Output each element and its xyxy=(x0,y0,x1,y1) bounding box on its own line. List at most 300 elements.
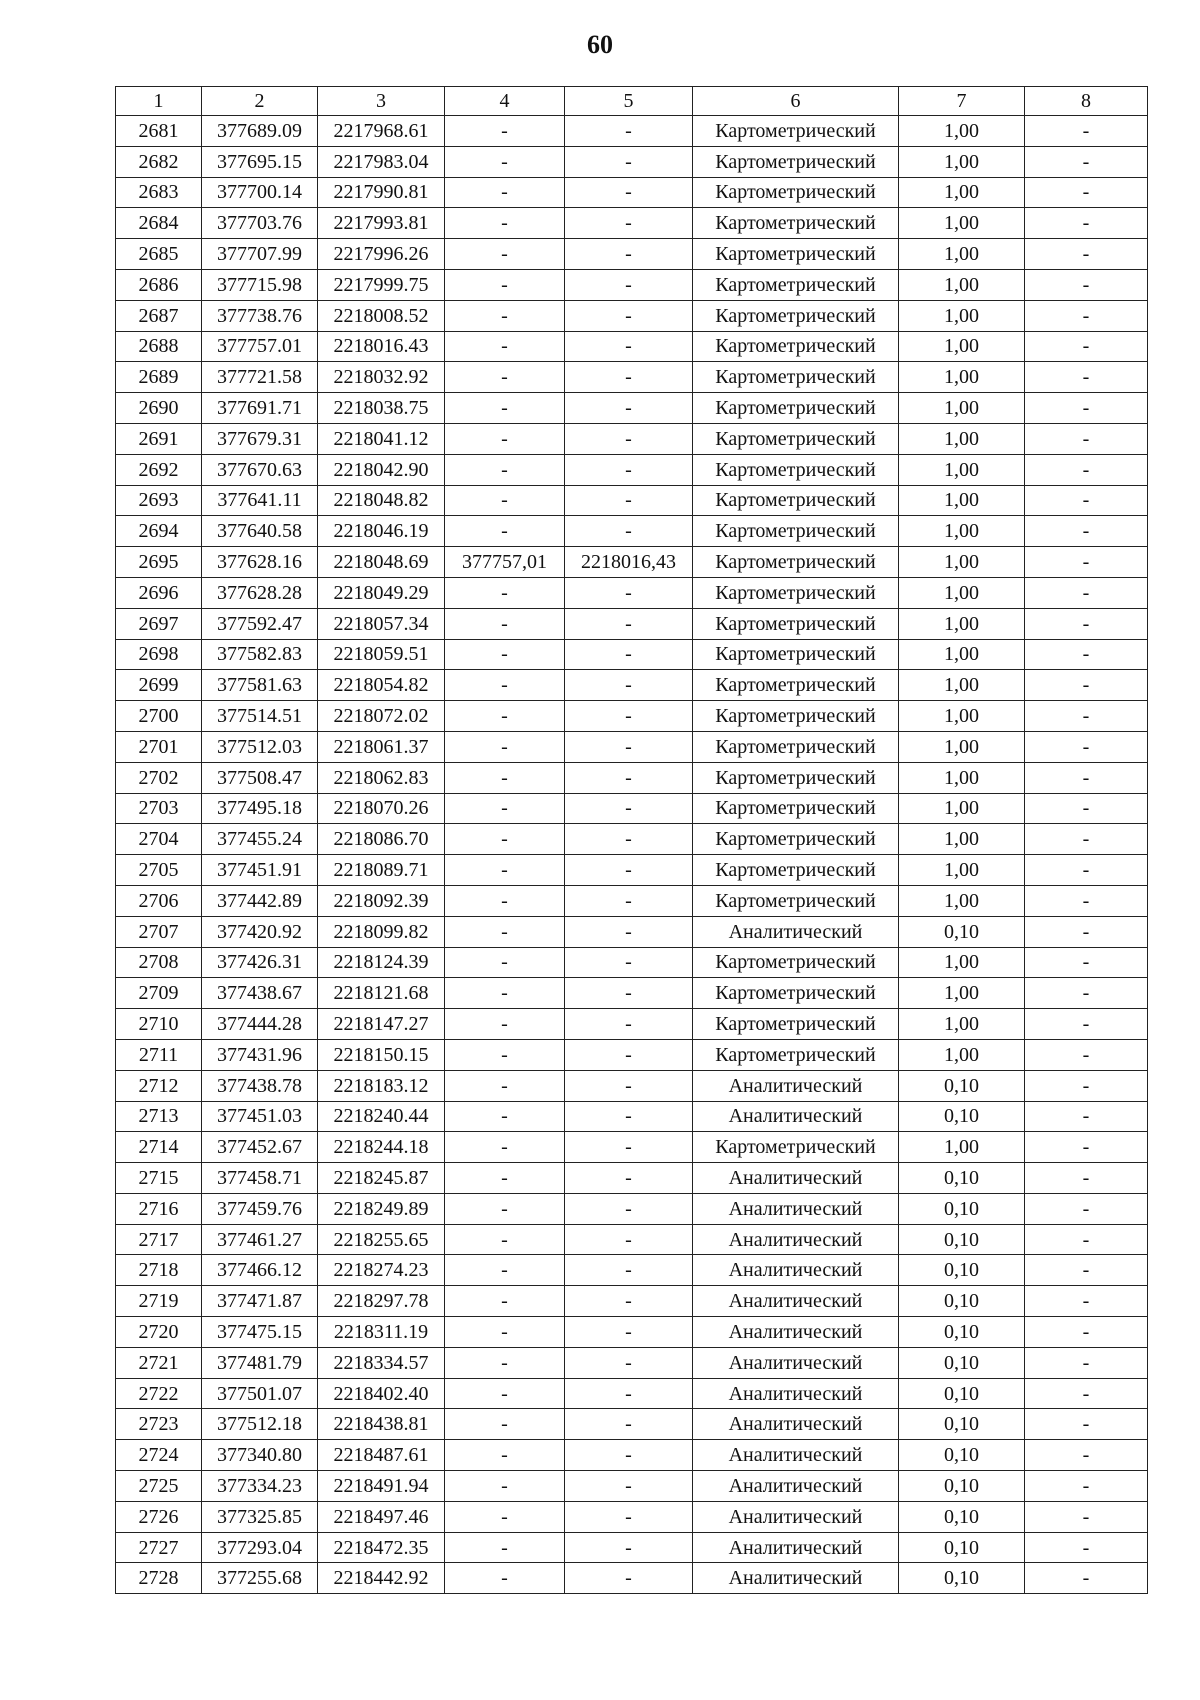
old-x-cell: - xyxy=(445,670,565,701)
x-coordinate-cell: 377495.18 xyxy=(202,793,318,824)
accuracy-cell: 0,10 xyxy=(899,1471,1025,1502)
point-number-cell: 2689 xyxy=(116,362,202,393)
method-cell: Аналитический xyxy=(693,1163,899,1194)
y-coordinate-cell: 2218255.65 xyxy=(318,1224,445,1255)
old-x-cell: - xyxy=(445,423,565,454)
method-cell: Картометрический xyxy=(693,855,899,886)
note-cell: - xyxy=(1025,116,1148,147)
old-y-cell: - xyxy=(565,1255,693,1286)
x-coordinate-cell: 377325.85 xyxy=(202,1501,318,1532)
accuracy-cell: 0,10 xyxy=(899,1255,1025,1286)
note-cell: - xyxy=(1025,454,1148,485)
note-cell: - xyxy=(1025,608,1148,639)
method-cell: Картометрический xyxy=(693,978,899,1009)
method-cell: Аналитический xyxy=(693,1317,899,1348)
point-number-cell: 2690 xyxy=(116,393,202,424)
accuracy-cell: 1,00 xyxy=(899,485,1025,516)
table-header-row xyxy=(116,87,1148,116)
method-cell: Картометрический xyxy=(693,1039,899,1070)
table-row xyxy=(116,1532,1148,1563)
note-cell: - xyxy=(1025,208,1148,239)
accuracy-cell: 1,00 xyxy=(899,239,1025,270)
note-cell: - xyxy=(1025,824,1148,855)
table-row xyxy=(116,639,1148,670)
old-x-cell: - xyxy=(445,978,565,1009)
note-cell: - xyxy=(1025,1132,1148,1163)
accuracy-cell: 1,00 xyxy=(899,1009,1025,1040)
note-cell: - xyxy=(1025,547,1148,578)
x-coordinate-cell: 377451.91 xyxy=(202,855,318,886)
old-y-cell: - xyxy=(565,1101,693,1132)
table-row xyxy=(116,1101,1148,1132)
y-coordinate-cell: 2218048.69 xyxy=(318,547,445,578)
old-y-cell: - xyxy=(565,485,693,516)
point-number-cell: 2710 xyxy=(116,1009,202,1040)
method-cell: Картометрический xyxy=(693,454,899,485)
x-coordinate-cell: 377459.76 xyxy=(202,1193,318,1224)
note-cell: - xyxy=(1025,670,1148,701)
old-y-cell: - xyxy=(565,639,693,670)
method-cell: Картометрический xyxy=(693,300,899,331)
point-number-cell: 2687 xyxy=(116,300,202,331)
point-number-cell: 2723 xyxy=(116,1409,202,1440)
x-coordinate-cell: 377512.03 xyxy=(202,731,318,762)
x-coordinate-cell: 377444.28 xyxy=(202,1009,318,1040)
old-x-cell: - xyxy=(445,1163,565,1194)
old-x-cell: - xyxy=(445,300,565,331)
old-y-cell: - xyxy=(565,855,693,886)
y-coordinate-cell: 2218438.81 xyxy=(318,1409,445,1440)
y-coordinate-cell: 2218046.19 xyxy=(318,516,445,547)
old-y-cell: - xyxy=(565,947,693,978)
old-y-cell: - xyxy=(565,116,693,147)
point-number-cell: 2712 xyxy=(116,1070,202,1101)
point-number-cell: 2682 xyxy=(116,146,202,177)
accuracy-cell: 1,00 xyxy=(899,978,1025,1009)
old-x-cell: - xyxy=(445,1532,565,1563)
table-row xyxy=(116,454,1148,485)
note-cell: - xyxy=(1025,393,1148,424)
method-cell: Картометрический xyxy=(693,177,899,208)
x-coordinate-cell: 377508.47 xyxy=(202,762,318,793)
point-number-cell: 2727 xyxy=(116,1532,202,1563)
old-y-cell: - xyxy=(565,1440,693,1471)
x-coordinate-cell: 377438.78 xyxy=(202,1070,318,1101)
x-coordinate-cell: 377628.16 xyxy=(202,547,318,578)
old-x-cell: - xyxy=(445,331,565,362)
accuracy-cell: 1,00 xyxy=(899,177,1025,208)
point-number-cell: 2717 xyxy=(116,1224,202,1255)
table-row xyxy=(116,670,1148,701)
old-y-cell: - xyxy=(565,1532,693,1563)
accuracy-cell: 1,00 xyxy=(899,793,1025,824)
old-x-cell: - xyxy=(445,454,565,485)
old-x-cell: - xyxy=(445,1440,565,1471)
table-row xyxy=(116,1409,1148,1440)
y-coordinate-cell: 2218057.34 xyxy=(318,608,445,639)
note-cell: - xyxy=(1025,1378,1148,1409)
point-number-cell: 2691 xyxy=(116,423,202,454)
note-cell: - xyxy=(1025,146,1148,177)
table-row xyxy=(116,577,1148,608)
x-coordinate-cell: 377691.71 xyxy=(202,393,318,424)
y-coordinate-cell: 2218054.82 xyxy=(318,670,445,701)
x-coordinate-cell: 377255.68 xyxy=(202,1563,318,1594)
old-x-cell: - xyxy=(445,885,565,916)
old-y-cell: - xyxy=(565,608,693,639)
note-cell: - xyxy=(1025,1163,1148,1194)
old-x-cell: - xyxy=(445,1317,565,1348)
note-cell: - xyxy=(1025,239,1148,270)
old-x-cell: - xyxy=(445,1409,565,1440)
old-x-cell: - xyxy=(445,1070,565,1101)
y-coordinate-cell: 2218147.27 xyxy=(318,1009,445,1040)
point-number-cell: 2686 xyxy=(116,269,202,300)
accuracy-cell: 0,10 xyxy=(899,1317,1025,1348)
x-coordinate-cell: 377442.89 xyxy=(202,885,318,916)
method-cell: Аналитический xyxy=(693,1101,899,1132)
note-cell: - xyxy=(1025,1409,1148,1440)
old-x-cell: - xyxy=(445,1563,565,1594)
old-x-cell: - xyxy=(445,1378,565,1409)
old-y-cell: - xyxy=(565,1163,693,1194)
y-coordinate-cell: 2218086.70 xyxy=(318,824,445,855)
x-coordinate-cell: 377475.15 xyxy=(202,1317,318,1348)
y-coordinate-cell: 2218032.92 xyxy=(318,362,445,393)
x-coordinate-cell: 377452.67 xyxy=(202,1132,318,1163)
old-y-cell: 2218016,43 xyxy=(565,547,693,578)
note-cell: - xyxy=(1025,1224,1148,1255)
table-row xyxy=(116,239,1148,270)
page-number: 60 xyxy=(587,30,613,59)
y-coordinate-cell: 2217990.81 xyxy=(318,177,445,208)
old-x-cell: - xyxy=(445,208,565,239)
accuracy-cell: 1,00 xyxy=(899,608,1025,639)
accuracy-cell: 1,00 xyxy=(899,516,1025,547)
accuracy-cell: 1,00 xyxy=(899,423,1025,454)
point-number-cell: 2709 xyxy=(116,978,202,1009)
old-y-cell: - xyxy=(565,177,693,208)
accuracy-cell: 0,10 xyxy=(899,1224,1025,1255)
note-cell: - xyxy=(1025,1286,1148,1317)
old-y-cell: - xyxy=(565,1409,693,1440)
note-cell: - xyxy=(1025,639,1148,670)
point-number-cell: 2724 xyxy=(116,1440,202,1471)
note-cell: - xyxy=(1025,1193,1148,1224)
note-cell: - xyxy=(1025,1317,1148,1348)
table-row xyxy=(116,485,1148,516)
y-coordinate-cell: 2217996.26 xyxy=(318,239,445,270)
column-header: 7 xyxy=(899,87,1025,116)
y-coordinate-cell: 2218016.43 xyxy=(318,331,445,362)
note-cell: - xyxy=(1025,855,1148,886)
point-number-cell: 2695 xyxy=(116,547,202,578)
table-row xyxy=(116,1070,1148,1101)
accuracy-cell: 1,00 xyxy=(899,393,1025,424)
old-y-cell: - xyxy=(565,1286,693,1317)
point-number-cell: 2681 xyxy=(116,116,202,147)
y-coordinate-cell: 2218062.83 xyxy=(318,762,445,793)
table-row xyxy=(116,608,1148,639)
accuracy-cell: 0,10 xyxy=(899,1409,1025,1440)
old-x-cell: 377757,01 xyxy=(445,547,565,578)
column-header: 5 xyxy=(565,87,693,116)
accuracy-cell: 0,10 xyxy=(899,1501,1025,1532)
note-cell: - xyxy=(1025,423,1148,454)
accuracy-cell: 1,00 xyxy=(899,362,1025,393)
old-x-cell: - xyxy=(445,1101,565,1132)
y-coordinate-cell: 2218497.46 xyxy=(318,1501,445,1532)
method-cell: Аналитический xyxy=(693,1070,899,1101)
old-y-cell: - xyxy=(565,362,693,393)
table-row xyxy=(116,731,1148,762)
note-cell: - xyxy=(1025,1501,1148,1532)
y-coordinate-cell: 2218072.02 xyxy=(318,701,445,732)
old-y-cell: - xyxy=(565,978,693,1009)
old-y-cell: - xyxy=(565,731,693,762)
point-number-cell: 2684 xyxy=(116,208,202,239)
note-cell: - xyxy=(1025,701,1148,732)
method-cell: Аналитический xyxy=(693,1440,899,1471)
table-row xyxy=(116,331,1148,362)
old-x-cell: - xyxy=(445,485,565,516)
old-y-cell: - xyxy=(565,146,693,177)
table-row xyxy=(116,1132,1148,1163)
table-body xyxy=(116,116,1148,1594)
point-number-cell: 2693 xyxy=(116,485,202,516)
method-cell: Картометрический xyxy=(693,793,899,824)
old-x-cell: - xyxy=(445,1255,565,1286)
x-coordinate-cell: 377458.71 xyxy=(202,1163,318,1194)
note-cell: - xyxy=(1025,1563,1148,1594)
accuracy-cell: 0,10 xyxy=(899,1101,1025,1132)
old-y-cell: - xyxy=(565,269,693,300)
method-cell: Картометрический xyxy=(693,547,899,578)
note-cell: - xyxy=(1025,1101,1148,1132)
x-coordinate-cell: 377592.47 xyxy=(202,608,318,639)
method-cell: Картометрический xyxy=(693,208,899,239)
point-number-cell: 2718 xyxy=(116,1255,202,1286)
method-cell: Картометрический xyxy=(693,393,899,424)
table-row xyxy=(116,177,1148,208)
method-cell: Аналитический xyxy=(693,1347,899,1378)
note-cell: - xyxy=(1025,885,1148,916)
x-coordinate-cell: 377461.27 xyxy=(202,1224,318,1255)
table-row xyxy=(116,978,1148,1009)
y-coordinate-cell: 2218124.39 xyxy=(318,947,445,978)
table-row xyxy=(116,1193,1148,1224)
method-cell: Картометрический xyxy=(693,1009,899,1040)
accuracy-cell: 0,10 xyxy=(899,1440,1025,1471)
y-coordinate-cell: 2218121.68 xyxy=(318,978,445,1009)
accuracy-cell: 1,00 xyxy=(899,547,1025,578)
accuracy-cell: 1,00 xyxy=(899,116,1025,147)
point-number-cell: 2726 xyxy=(116,1501,202,1532)
note-cell: - xyxy=(1025,577,1148,608)
y-coordinate-cell: 2217983.04 xyxy=(318,146,445,177)
x-coordinate-cell: 377628.28 xyxy=(202,577,318,608)
old-y-cell: - xyxy=(565,208,693,239)
old-y-cell: - xyxy=(565,1563,693,1594)
y-coordinate-cell: 2218249.89 xyxy=(318,1193,445,1224)
point-number-cell: 2706 xyxy=(116,885,202,916)
method-cell: Аналитический xyxy=(693,1255,899,1286)
y-coordinate-cell: 2218472.35 xyxy=(318,1532,445,1563)
point-number-cell: 2716 xyxy=(116,1193,202,1224)
old-y-cell: - xyxy=(565,1039,693,1070)
method-cell: Картометрический xyxy=(693,485,899,516)
point-number-cell: 2721 xyxy=(116,1347,202,1378)
old-y-cell: - xyxy=(565,1471,693,1502)
table-row xyxy=(116,1039,1148,1070)
x-coordinate-cell: 377715.98 xyxy=(202,269,318,300)
y-coordinate-cell: 2218042.90 xyxy=(318,454,445,485)
table-row xyxy=(116,300,1148,331)
note-cell: - xyxy=(1025,731,1148,762)
column-header: 3 xyxy=(318,87,445,116)
y-coordinate-cell: 2218049.29 xyxy=(318,577,445,608)
table-row xyxy=(116,1501,1148,1532)
old-y-cell: - xyxy=(565,1317,693,1348)
method-cell: Картометрический xyxy=(693,762,899,793)
method-cell: Аналитический xyxy=(693,1378,899,1409)
old-x-cell: - xyxy=(445,608,565,639)
accuracy-cell: 1,00 xyxy=(899,1039,1025,1070)
x-coordinate-cell: 377581.63 xyxy=(202,670,318,701)
x-coordinate-cell: 377640.58 xyxy=(202,516,318,547)
method-cell: Аналитический xyxy=(693,1563,899,1594)
x-coordinate-cell: 377757.01 xyxy=(202,331,318,362)
old-y-cell: - xyxy=(565,331,693,362)
x-coordinate-cell: 377689.09 xyxy=(202,116,318,147)
y-coordinate-cell: 2217968.61 xyxy=(318,116,445,147)
table-row xyxy=(116,947,1148,978)
point-number-cell: 2683 xyxy=(116,177,202,208)
table-row xyxy=(116,1440,1148,1471)
y-coordinate-cell: 2218240.44 xyxy=(318,1101,445,1132)
x-coordinate-cell: 377334.23 xyxy=(202,1471,318,1502)
old-x-cell: - xyxy=(445,762,565,793)
note-cell: - xyxy=(1025,1039,1148,1070)
coordinates-table xyxy=(115,86,1148,1594)
y-coordinate-cell: 2218274.23 xyxy=(318,1255,445,1286)
table-row xyxy=(116,516,1148,547)
table-row xyxy=(116,1255,1148,1286)
method-cell: Аналитический xyxy=(693,916,899,947)
y-coordinate-cell: 2218311.19 xyxy=(318,1317,445,1348)
accuracy-cell: 0,10 xyxy=(899,1378,1025,1409)
note-cell: - xyxy=(1025,978,1148,1009)
note-cell: - xyxy=(1025,269,1148,300)
old-x-cell: - xyxy=(445,1039,565,1070)
accuracy-cell: 0,10 xyxy=(899,916,1025,947)
x-coordinate-cell: 377455.24 xyxy=(202,824,318,855)
old-y-cell: - xyxy=(565,1501,693,1532)
note-cell: - xyxy=(1025,331,1148,362)
old-x-cell: - xyxy=(445,947,565,978)
accuracy-cell: 1,00 xyxy=(899,824,1025,855)
old-y-cell: - xyxy=(565,885,693,916)
old-y-cell: - xyxy=(565,300,693,331)
note-cell: - xyxy=(1025,1009,1148,1040)
y-coordinate-cell: 2218183.12 xyxy=(318,1070,445,1101)
x-coordinate-cell: 377451.03 xyxy=(202,1101,318,1132)
y-coordinate-cell: 2218487.61 xyxy=(318,1440,445,1471)
note-cell: - xyxy=(1025,1347,1148,1378)
method-cell: Картометрический xyxy=(693,701,899,732)
old-y-cell: - xyxy=(565,1132,693,1163)
accuracy-cell: 1,00 xyxy=(899,454,1025,485)
old-y-cell: - xyxy=(565,916,693,947)
table-row xyxy=(116,393,1148,424)
point-number-cell: 2692 xyxy=(116,454,202,485)
table-row xyxy=(116,855,1148,886)
method-cell: Картометрический xyxy=(693,423,899,454)
point-number-cell: 2703 xyxy=(116,793,202,824)
x-coordinate-cell: 377293.04 xyxy=(202,1532,318,1563)
x-coordinate-cell: 377700.14 xyxy=(202,177,318,208)
x-coordinate-cell: 377679.31 xyxy=(202,423,318,454)
method-cell: Картометрический xyxy=(693,331,899,362)
table-row xyxy=(116,762,1148,793)
point-number-cell: 2719 xyxy=(116,1286,202,1317)
point-number-cell: 2702 xyxy=(116,762,202,793)
column-header: 6 xyxy=(693,87,899,116)
accuracy-cell: 0,10 xyxy=(899,1286,1025,1317)
table-row xyxy=(116,1009,1148,1040)
method-cell: Картометрический xyxy=(693,516,899,547)
method-cell: Аналитический xyxy=(693,1409,899,1440)
point-number-cell: 2720 xyxy=(116,1317,202,1348)
x-coordinate-cell: 377426.31 xyxy=(202,947,318,978)
note-cell: - xyxy=(1025,793,1148,824)
point-number-cell: 2696 xyxy=(116,577,202,608)
old-x-cell: - xyxy=(445,1471,565,1502)
x-coordinate-cell: 377438.67 xyxy=(202,978,318,1009)
accuracy-cell: 1,00 xyxy=(899,855,1025,886)
old-x-cell: - xyxy=(445,146,565,177)
method-cell: Картометрический xyxy=(693,731,899,762)
accuracy-cell: 1,00 xyxy=(899,146,1025,177)
method-cell: Картометрический xyxy=(693,577,899,608)
method-cell: Картометрический xyxy=(693,608,899,639)
y-coordinate-cell: 2218099.82 xyxy=(318,916,445,947)
y-coordinate-cell: 2218059.51 xyxy=(318,639,445,670)
point-number-cell: 2700 xyxy=(116,701,202,732)
old-y-cell: - xyxy=(565,762,693,793)
table-row xyxy=(116,916,1148,947)
x-coordinate-cell: 377738.76 xyxy=(202,300,318,331)
accuracy-cell: 0,10 xyxy=(899,1532,1025,1563)
x-coordinate-cell: 377481.79 xyxy=(202,1347,318,1378)
table-row xyxy=(116,1378,1148,1409)
y-coordinate-cell: 2218041.12 xyxy=(318,423,445,454)
old-x-cell: - xyxy=(445,639,565,670)
x-coordinate-cell: 377641.11 xyxy=(202,485,318,516)
table-row xyxy=(116,1317,1148,1348)
note-cell: - xyxy=(1025,762,1148,793)
x-coordinate-cell: 377466.12 xyxy=(202,1255,318,1286)
accuracy-cell: 0,10 xyxy=(899,1163,1025,1194)
y-coordinate-cell: 2218245.87 xyxy=(318,1163,445,1194)
point-number-cell: 2704 xyxy=(116,824,202,855)
point-number-cell: 2714 xyxy=(116,1132,202,1163)
old-y-cell: - xyxy=(565,824,693,855)
point-number-cell: 2698 xyxy=(116,639,202,670)
point-number-cell: 2697 xyxy=(116,608,202,639)
accuracy-cell: 1,00 xyxy=(899,670,1025,701)
column-header: 4 xyxy=(445,87,565,116)
